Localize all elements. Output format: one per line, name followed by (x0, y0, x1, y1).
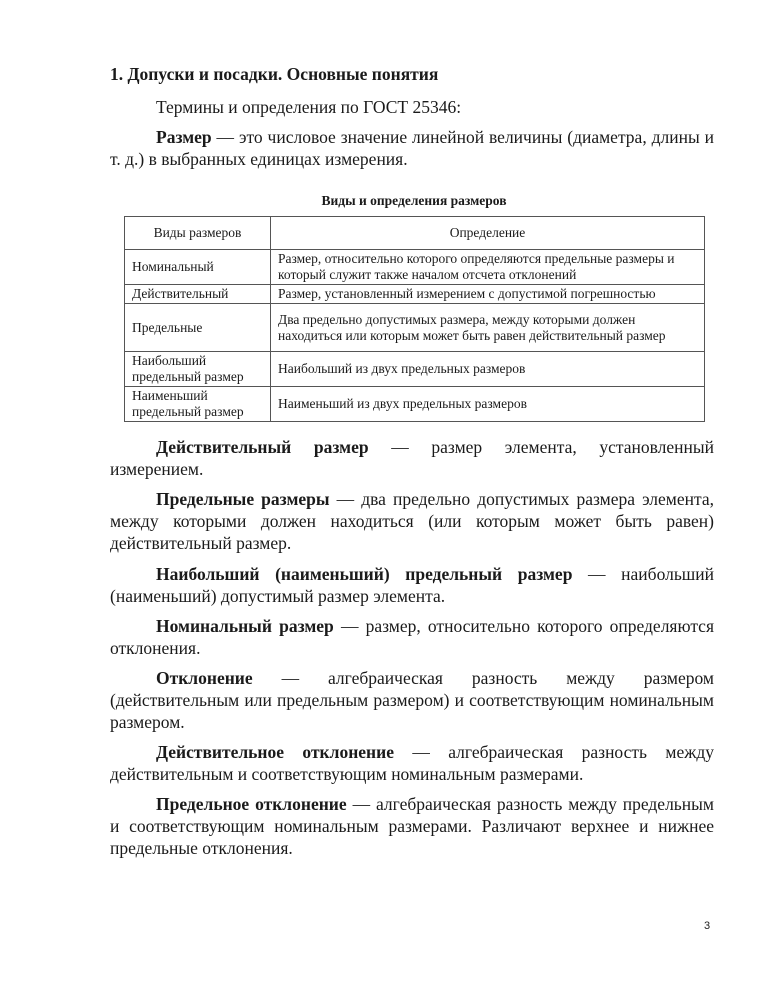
definition-paragraph (110, 436, 714, 480)
size-definition-paragraph (110, 126, 714, 170)
definition-term: Действительное отклонение (156, 742, 394, 762)
table-cell-definition: Два предельно допустимых размера, между которыми должен находиться или которым может быть равен действительный размер (271, 304, 705, 352)
definition-paragraph (110, 488, 714, 554)
table-cell-kind: Действительный (125, 285, 271, 304)
table-header-kind: Виды размеров (125, 217, 271, 250)
sizes-table (124, 216, 705, 422)
intro-paragraph (110, 96, 714, 118)
table-row (125, 352, 705, 387)
table-cell-definition: Размер, установленный измерением с допустимой погрешностью (271, 285, 705, 304)
definition-text: — алгебраическая разность между предельным и соответствующим номинальным размерами. Различают верхнее и нижнее предельные отклонения. (110, 794, 714, 858)
table-title: Виды и определения размеров (321, 193, 507, 208)
definition-text: — размер элемента, установленный измерением. (110, 437, 714, 479)
definition-paragraph (110, 667, 714, 733)
definition-term: Размер (156, 127, 212, 147)
table-row (125, 285, 705, 304)
table-row (125, 250, 705, 285)
intro-text: Термины и определения по ГОСТ 25346: (156, 97, 462, 117)
table-row (125, 387, 705, 422)
table-cell-definition: Наибольший из двух предельных размеров (271, 352, 705, 387)
table-header-definition: Определение (271, 217, 705, 250)
table-cell-kind: Наименьший предельный размер (125, 387, 271, 422)
definition-term: Номинальный размер (156, 616, 334, 636)
definition-text: — два предельно допустимых размера элемента, между которыми должен находиться (или которым может быть равен) действительный размер. (110, 489, 714, 553)
table-header-row (125, 217, 705, 250)
definition-paragraph (110, 741, 714, 785)
definition-text: — наибольший (наименьший) допустимый размер элемента. (110, 564, 715, 606)
definition-text: — алгебраическая разность между размером (действительным или предельным размером) и соответствующим номинальным размером. (110, 668, 714, 732)
definition-paragraph (110, 615, 714, 659)
table-cell-kind: Предельные (125, 304, 271, 352)
definition-text: — размер, относительно которого определяются отклонения. (110, 616, 715, 658)
table-row (125, 304, 705, 352)
definition-text: — это числовое значение линейной величины (диаметра, длины и т. д.) в выбранных единицах измерения. (110, 127, 714, 169)
definition-term: Наибольший (наименьший) предельный размер (156, 564, 573, 584)
definition-term: Действительный размер (156, 437, 369, 457)
table-cell-kind: Номинальный (125, 250, 271, 285)
table-cell-definition: Размер, относительно которого определяются предельные размеры и который служит также началом отсчета отклонений (271, 250, 705, 285)
table-cell-definition: Наименьший из двух предельных размеров (271, 387, 705, 422)
definition-term: Предельные размеры (156, 489, 330, 509)
page-number: 3 (704, 920, 711, 932)
definition-term: Отклонение (156, 668, 253, 688)
definition-paragraph (110, 563, 714, 607)
definition-paragraph (110, 793, 714, 859)
section-heading: 1. Допуски и посадки. Основные понятия (110, 64, 439, 84)
table-cell-kind: Наибольший предельный размер (125, 352, 271, 387)
definition-term: Предельное отклонение (156, 794, 347, 814)
definition-text: — алгебраическая разность между действительным и соответствующим номинальным размерами. (110, 742, 714, 784)
